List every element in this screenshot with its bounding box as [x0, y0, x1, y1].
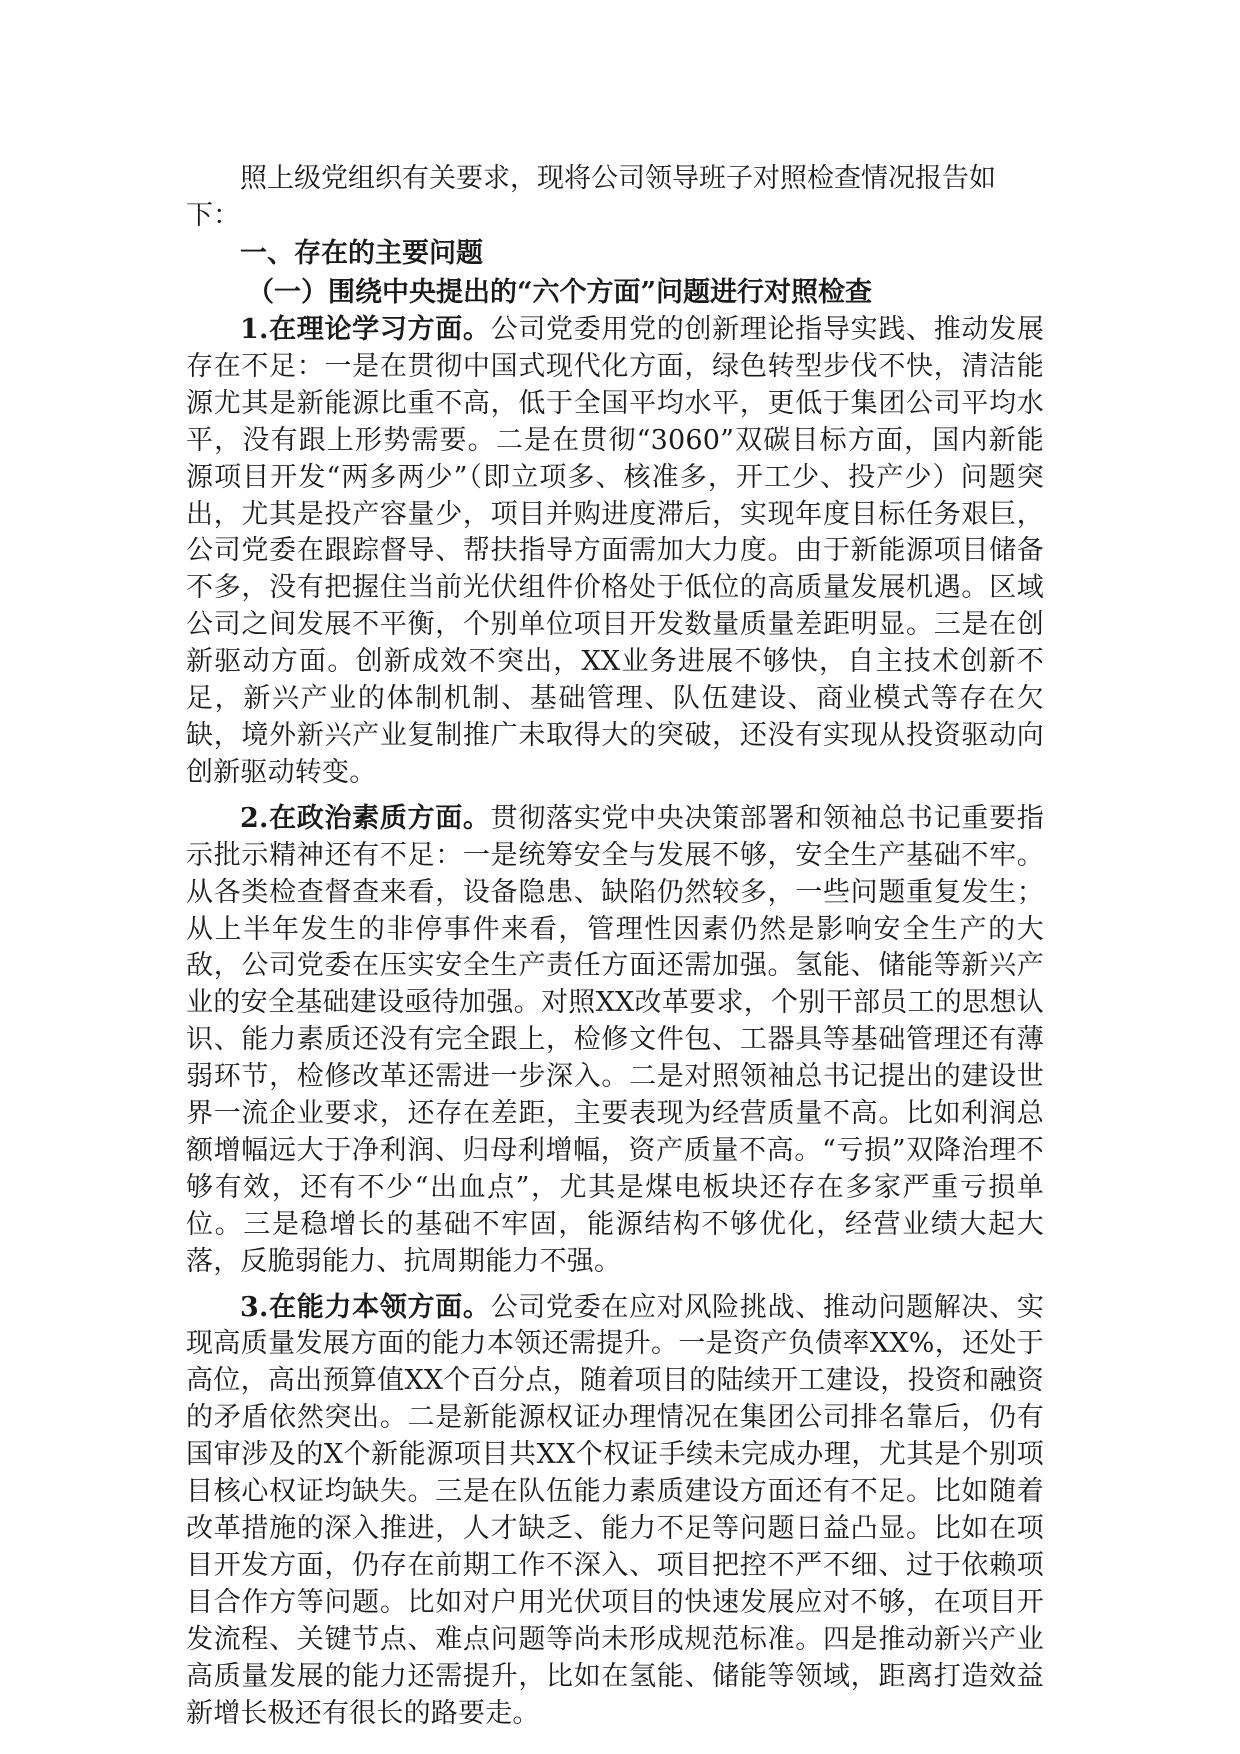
intro-line: 照上级党组织有关要求，现将公司领导班子对照检查情况报告如下： — [186, 163, 996, 231]
paragraph-body-political-quality: 贯彻落实党中央决策部署和领袖总书记重要指示批示精神还有不足：一是统筹安全与发展不够，安全生产基础不牢。从各类检查督查来看，设备隐患、缺陷仍然较多，一些问题重复发生；从上半年发生的非停事件来看，管理性因素仍然是影响安全生产的大敌，公司党委在压实安全生产责任方面还需加强。氢能、储能等新兴产业的安全基础建设亟待加强。对照XX改革要求，个别干部员工的思想认识、能力素质还没有完全跟上，检修文件包、工器具等基础管理还有薄弱环节，检修改革还需进一步深入。二是对照领袖总书记提出的建设世界一流企业要求，还存在差距，主要表现为经营质量不高。比如利润总额增幅远大于净利润、归母利增幅，资产质量不高。“亏损”双降治理不够有效，还有不少“出血点”，尤其是煤电板块还存在多家严重亏损单位。三是稳增长的基础不牢固，能源结构不够优化，经营业绩大起大落，反脆弱能力、抗周期能力不强。 — [186, 802, 1045, 1277]
paragraph-lead-theory-study: 1.在理论学习方面。 — [240, 314, 491, 345]
document-page — [186, 160, 1044, 1741]
paragraph-theory-study — [186, 312, 1044, 792]
paragraph-lead-capability: 3.在能力本领方面。 — [240, 1291, 491, 1323]
subsection-heading-six-aspects: （一）围绕中央提出的“六个方面”问题进行对照检查 — [247, 277, 873, 308]
paragraph-body-capability: 公司党委在应对风险挑战、推动问题解决、实现高质量发展方面的能力本领还需提升。一是资产负债率XX%，还处于高位，高出预算值XX个百分点，随着项目的陆续开工建设，投资和融资的矛盾依然突出。二是新能源权证办理情况在集团公司排名靠后，仍有国审涉及的X个新能源项目共XX个权证手续未完成办理，尤其是个别项目核心权证均缺失。三是在队伍能力素质建设方面还有不足。比如随着改革措施的深入推进，人才缺乏、能力不足等问题日益凸显。比如在项目开发方面，仍存在前期工作不深入、项目把控不严不细、过于依赖项目合作方等问题。比如对户用光伏项目的快速发展应对不够，在项目开发流程、关键节点、难点问题等尚未形成规范标准。四是推动新兴产业高质量发展的能力还需提升，比如在氢能、储能等领域，距离打造效益新增长极还有很长的路要走。 — [186, 1291, 1045, 1729]
paragraph-lead-political-quality: 2.在政治素质方面。 — [240, 802, 491, 834]
paragraph-capability — [186, 1290, 1044, 1733]
section-heading-main-problems: 一、存在的主要问题 — [240, 238, 483, 269]
paragraph-body-theory-study: 公司党委用党的创新理论指导实践、推动发展存在不足：一是在贯彻中国式现代化方面，绿色转型步伐不快，清洁能源尤其是新能源比重不高，低于全国平均水平，更低于集团公司平均水平，没有跟上形势需要。二是在贯彻“3060”双碳目标方面，国内新能源项目开发“两多两少”（即立项多、核准多，开工少、投产少）问题突出，尤其是投产容量少，项目并购进度滞后，实现年度目标任务艰巨，公司党委在跟踪督导、帮扶指导方面需加大力度。由于新能源项目储备不多，没有把握住当前光伏组件价格处于低位的高质量发展机遇。区域公司之间发展不平衡，个别单位项目开发数量质量差距明显。三是在创新驱动方面。创新成效不突出，XX业务进展不够快，自主技术创新不足，新兴产业的体制机制、基础管理、队伍建设、商业模式等存在欠缺，境外新兴产业复制推广未取得大的突破，还没有实现从投资驱动向创新驱动转变。 — [186, 314, 1045, 788]
paragraph-political-quality — [186, 801, 1044, 1281]
